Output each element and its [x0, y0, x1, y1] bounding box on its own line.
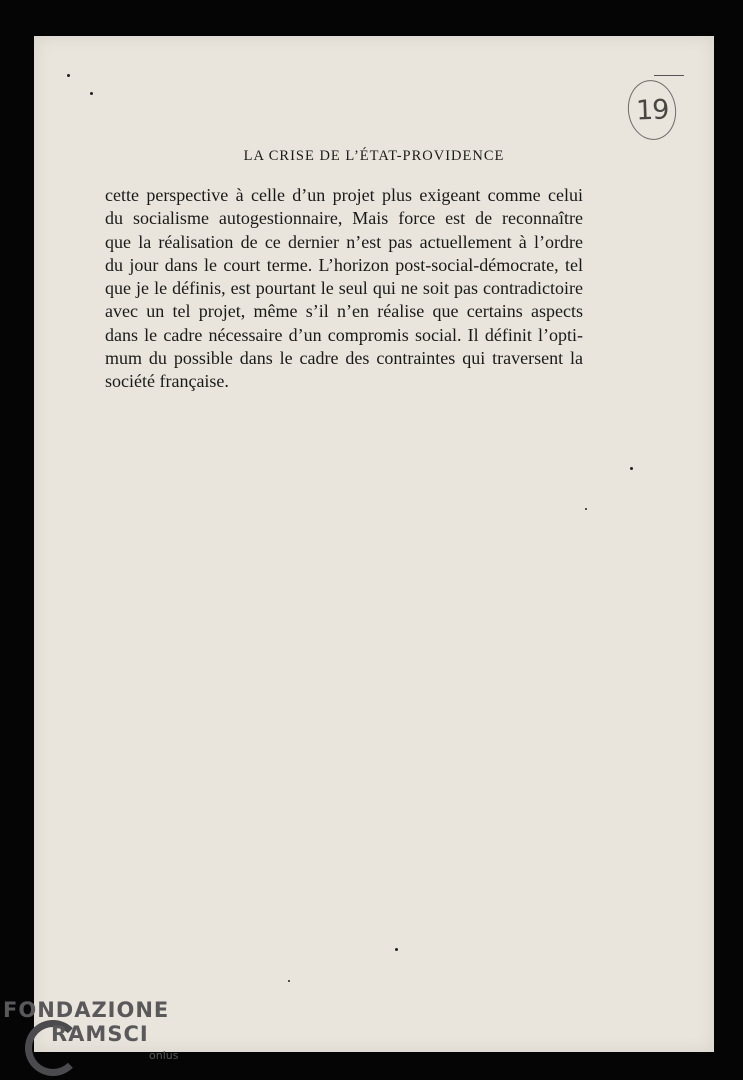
text-line: mum du possible dans le cadre des contraintes qui traversent la [105, 348, 583, 369]
watermark-line1: FONDAZIONE [3, 998, 170, 1022]
watermark-line3: onlus [149, 1049, 179, 1062]
dust-speck [585, 508, 587, 510]
body-paragraph [105, 184, 583, 394]
text-line: du jour dans le court terme. L’horizon post-social-démocrate, tel [105, 254, 583, 275]
text-line: cette perspective à celle d’un projet plus exigeant comme celui [105, 185, 583, 205]
running-header: LA CRISE DE L’ÉTAT-PROVIDENCE [243, 148, 505, 164]
text-line: du socialisme autogestionnaire, Mais force est de reconnaître [105, 208, 583, 229]
text-line: dans le cadre nécessaire d’un compromis social. Il définit l’opti- [105, 324, 583, 345]
dust-speck [288, 980, 290, 982]
text-line: que la réalisation de ce dernier n’est pas actuellement à l’ordre [105, 231, 583, 252]
dust-speck [395, 948, 398, 951]
handwritten-page-number-circle [624, 77, 680, 143]
text-line: société française. [105, 371, 229, 392]
text-line: avec un tel projet, même s’il n’en réalise que certains aspects [105, 301, 583, 322]
page-number: 19 [635, 93, 669, 127]
dust-speck [90, 92, 93, 95]
dust-speck [67, 74, 70, 77]
page-edge-mark [654, 75, 684, 76]
dust-speck [630, 467, 633, 470]
fondazione-gramsci-watermark [3, 998, 203, 1078]
text-line: que je le définis, est pourtant le seul qui ne soit pas contradictoire [105, 278, 583, 299]
document-page [34, 36, 714, 1052]
watermark-line2: RAMSCI [51, 1022, 149, 1046]
